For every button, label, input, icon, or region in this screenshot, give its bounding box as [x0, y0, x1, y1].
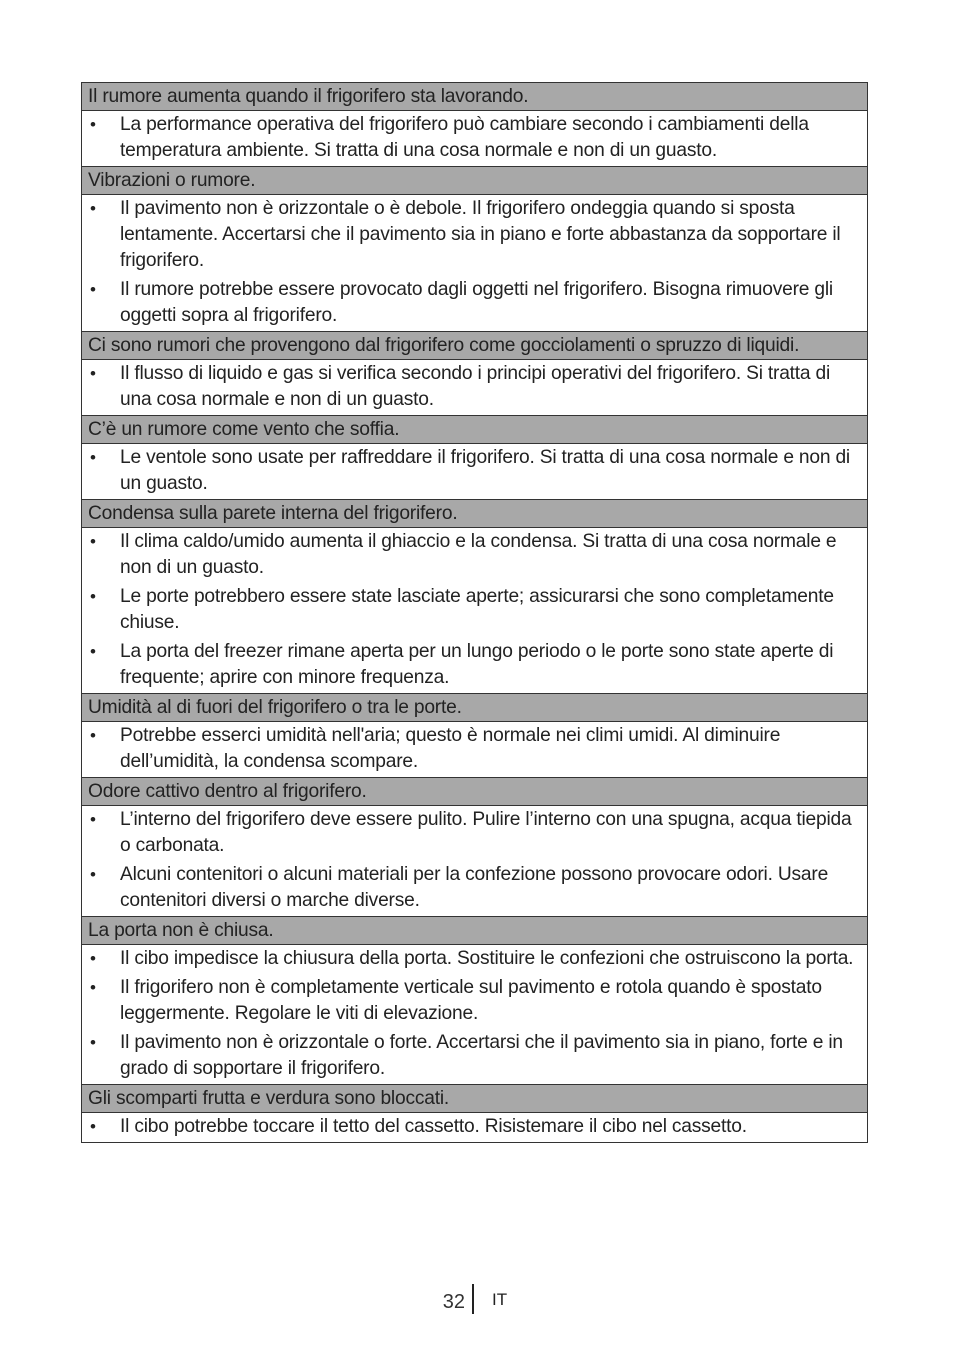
troubleshooting-table: [81, 82, 868, 1143]
solution-item: [82, 361, 861, 413]
problem-header: C’è un rumore come vento che soffia.: [82, 416, 867, 444]
solution-cell: [82, 111, 867, 167]
solution-text: Il pavimento non è orizzontale o è debole. Il frigorifero ondeggia quando si sposta lentamente. Accertarsi che il pavimento sia in piano e forte abbastanza da sopportare il frigorifero.: [120, 198, 841, 271]
solution-text: Le porte potrebbero essere state lasciate aperte; assicurarsi che sono completamente chiuse.: [120, 586, 834, 633]
solution-text: Il rumore potrebbe essere provocato dagli oggetti nel frigorifero. Bisogna rimuovere gli oggetti sopra al frigorifero.: [120, 279, 833, 326]
solution-item: [82, 639, 861, 691]
solution-text: Il cibo potrebbe toccare il tetto del cassetto. Risistemare il cibo nel cassetto.: [120, 1116, 747, 1137]
solution-text: Il clima caldo/umido aumenta il ghiaccio e la condensa. Si tratta di una cosa normale e non di un guasto.: [120, 531, 837, 578]
bullet-icon: •: [90, 115, 96, 134]
bullet-icon: •: [90, 726, 96, 745]
solution-cell: [82, 806, 867, 917]
solution-item: [82, 1114, 861, 1140]
bullet-icon: •: [90, 199, 96, 218]
language-code: IT: [492, 1290, 508, 1309]
solution-cell: [82, 528, 867, 694]
solution-cell: [82, 945, 867, 1085]
bullet-icon: •: [90, 587, 96, 606]
bullet-icon: •: [90, 642, 96, 661]
solution-text: Il frigorifero non è completamente verticale sul pavimento e rotola quando è spostato leggermente. Regolare le viti di elevazione.: [120, 977, 822, 1024]
bullet-icon: •: [90, 532, 96, 551]
problem-header: Gli scomparti frutta e verdura sono bloccati.: [82, 1085, 867, 1113]
solution-item: [82, 277, 861, 329]
problem-header: Umidità al di fuori del frigorifero o tra le porte.: [82, 694, 867, 722]
solution-item: [82, 529, 861, 581]
solution-item: [82, 1030, 861, 1082]
bullet-icon: •: [90, 448, 96, 467]
bullet-icon: •: [90, 978, 96, 997]
solution-cell: [82, 360, 867, 416]
problem-header: Vibrazioni o rumore.: [82, 167, 867, 195]
problem-header: Odore cattivo dentro al frigorifero.: [82, 778, 867, 806]
solution-item: [82, 196, 861, 274]
bullet-icon: •: [90, 949, 96, 968]
solution-text: La porta del freezer rimane aperta per un lungo periodo o le porte sono state aperte di frequente; aprire con minore frequenza.: [120, 641, 834, 688]
bullet-icon: •: [90, 1033, 96, 1052]
bullet-icon: •: [90, 810, 96, 829]
solution-item: [82, 862, 861, 914]
page-number: 32: [442, 1291, 465, 1313]
solution-text: Potrebbe esserci umidità nell'aria; questo è normale nei climi umidi. Al diminuire dell’umidità, la condensa scompare.: [120, 725, 781, 772]
problem-header: Ci sono rumori che provengono dal frigorifero come gocciolamenti o spruzzo di liquidi.: [82, 332, 867, 360]
solution-item: [82, 112, 861, 164]
solution-item: [82, 445, 861, 497]
problem-header: Condensa sulla parete interna del frigorifero.: [82, 500, 867, 528]
bullet-icon: •: [90, 364, 96, 383]
bullet-icon: •: [90, 865, 96, 884]
solution-item: [82, 723, 861, 775]
solution-text: L’interno del frigorifero deve essere pulito. Pulire l’interno con una spugna, acqua tiepida o carbonata.: [120, 809, 852, 856]
solution-text: Il flusso di liquido e gas si verifica secondo i principi operativi del frigorifero. Si tratta di una cosa normale e non di un guasto.: [120, 363, 831, 410]
bullet-icon: •: [90, 1117, 96, 1136]
solution-cell: [82, 444, 867, 500]
solution-text: Le ventole sono usate per raffreddare il frigorifero. Si tratta di una cosa normale e non di un guasto.: [120, 447, 850, 494]
solution-cell: [82, 1113, 867, 1143]
solution-item: [82, 975, 861, 1027]
solution-text: Il pavimento non è orizzontale o forte. Accertarsi che il pavimento sia in piano, forte e in grado di sopportare il frigorifero.: [120, 1032, 843, 1079]
solution-cell: [82, 722, 867, 778]
solution-item: [82, 946, 861, 972]
footer-divider: [472, 1284, 474, 1314]
solution-item: [82, 584, 861, 636]
problem-header: Il rumore aumenta quando il frigorifero sta lavorando.: [82, 83, 867, 111]
solution-text: Il cibo impedisce la chiusura della porta. Sostituire le confezioni che ostruiscono la porta.: [120, 948, 854, 969]
solution-cell: [82, 195, 867, 332]
page-footer: [0, 1284, 954, 1318]
problem-header: La porta non è chiusa.: [82, 917, 867, 945]
solution-text: La performance operativa del frigorifero può cambiare secondo i cambiamenti della temperatura ambiente. Si tratta di una cosa normale e non di un guasto.: [120, 114, 809, 161]
solution-item: [82, 807, 861, 859]
solution-text: Alcuni contenitori o alcuni materiali per la confezione possono provocare odori. Usare contenitori diversi o marche diverse.: [120, 864, 829, 911]
bullet-icon: •: [90, 280, 96, 299]
